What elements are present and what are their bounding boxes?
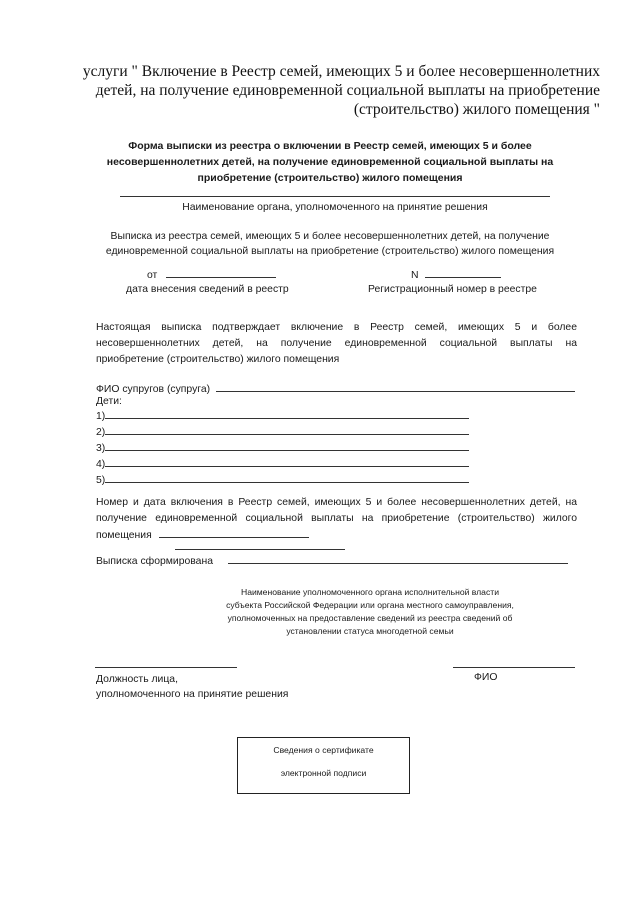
formed-by-label: Выписка сформирована [96,556,213,567]
spouses-field [96,381,575,397]
organ-note-line-2: субъекта Российской Федерации или органа местного самоуправления, [226,600,514,610]
children-label: Дети: [96,396,122,407]
spouses-input-line[interactable] [216,381,575,392]
form-title-line-3: приобретение (строительство) жилого помещения [197,172,463,184]
date-input-line[interactable] [166,267,276,278]
child-input-line[interactable] [105,424,469,435]
date-prefix: от [147,270,158,281]
inclusion-line-3 [96,527,577,543]
formed-by-field [96,553,568,569]
registration-number-field [411,267,501,283]
inclusion-paragraph [96,495,577,543]
header-line-2: детей, на получение единовременной социальной выплаты на приобретение [95,82,600,99]
inclusion-line-1: Номер и дата включения в Реестр семей, имеющих 5 и более несовершеннолетних детей, на [96,497,577,508]
extract-heading-line-2: единовременной социальной выплаты на приобретение (строительство) жилого помещения [105,246,555,257]
formed-by-input-line[interactable] [228,553,568,564]
position-caption-line-1: Должность лица, [96,674,178,685]
inclusion-line-2: получение единовременной социальной выплаты на приобретение (строительство) жилого [96,513,577,524]
child-row [96,424,469,440]
certificate-box [237,737,410,794]
authority-caption: Наименование органа, уполномоченного на принятие решения [182,202,488,213]
date-caption: дата внесения сведений в реестр [126,284,289,295]
child-number: 4) [96,459,106,470]
child-row [96,408,469,424]
inclusion-date-input-line[interactable] [175,549,345,550]
organ-note-line-1: Наименование уполномоченного органа исполнительной власти [240,587,499,597]
position-signature-line[interactable] [95,667,237,668]
confirmation-line-1: Настоящая выписка подтверждает включение в Реестр семей, имеющих 5 и более [96,322,577,333]
child-input-line[interactable] [105,472,469,483]
header-service-name [60,62,600,119]
child-input-line[interactable] [105,408,469,419]
form-title-line-2: несовершеннолетних детей, на получение единовременной социальной выплаты на [106,156,554,168]
inclusion-number-input-line[interactable] [159,527,309,538]
child-row [96,456,469,472]
certificate-line-2: электронной подписи [280,768,367,778]
number-input-line[interactable] [425,267,501,278]
child-row [96,440,469,456]
child-number: 5) [96,475,106,486]
child-row [96,472,469,488]
child-input-line[interactable] [105,456,469,467]
fio-signature-line[interactable] [453,667,575,668]
fio-caption: ФИО [474,672,498,683]
organ-note [200,586,540,638]
organ-note-line-3: уполномоченных на предоставление сведений из реестра сведений об [227,613,513,623]
spouses-label: ФИО супругов (супруга) [96,384,211,395]
number-prefix: N [411,270,419,281]
child-number: 2) [96,427,106,438]
inclusion-line-3-text: помещения [96,530,152,541]
form-title [80,138,580,186]
position-caption-line-2: уполномоченного на принятие решения [96,689,289,700]
extract-heading [60,229,600,259]
confirmation-line-2: несовершеннолетних детей, на получение единовременной социальной выплаты на [96,338,577,349]
confirmation-line-3: приобретение (строительство) жилого помещения [96,354,340,365]
header-line-3: (строительство) жилого помещения " [353,101,600,118]
children-list [96,408,469,488]
position-caption [96,672,288,702]
date-field [147,267,276,283]
header-line-1: услуги " Включение в Реестр семей, имеющих 5 и более несовершеннолетних [82,63,600,80]
confirmation-paragraph [96,320,577,368]
child-input-line[interactable] [105,440,469,451]
child-number: 3) [96,443,106,454]
extract-heading-line-1: Выписка из реестра семей, имеющих 5 и более несовершеннолетних детей, на получение [110,231,550,242]
organ-note-line-4: установлении статуса многодетной семьи [286,626,454,636]
form-title-line-1: Форма выписки из реестра о включении в Реестр семей, имеющих 5 и более [128,140,532,152]
certificate-line-1: Сведения о сертификате [273,745,374,755]
child-number: 1) [96,411,106,422]
number-caption: Регистрационный номер в реестре [368,284,537,295]
authority-name-line[interactable] [120,196,550,197]
